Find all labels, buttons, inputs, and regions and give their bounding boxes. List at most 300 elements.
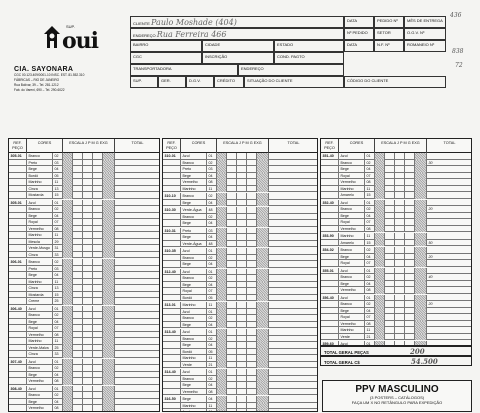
cell-cor: Marinho bbox=[181, 186, 207, 193]
nf-field[interactable]: N.F. Nº bbox=[374, 40, 404, 52]
cell-g[interactable] bbox=[247, 322, 257, 329]
table-row bbox=[321, 260, 471, 267]
cell-p[interactable] bbox=[227, 389, 237, 396]
cell-cod: 01 bbox=[53, 200, 63, 207]
cell-exg[interactable] bbox=[103, 412, 115, 413]
cell-total[interactable] bbox=[115, 378, 160, 385]
cell-cod: 08 bbox=[207, 389, 217, 396]
cell-m[interactable] bbox=[237, 220, 247, 227]
cell-p[interactable] bbox=[73, 192, 83, 199]
ogv-field[interactable]: O.G.V. Nº bbox=[404, 28, 446, 40]
cell-cor: Bege bbox=[181, 173, 207, 180]
cell-exg[interactable] bbox=[257, 241, 269, 248]
cell-cod: 11 bbox=[53, 179, 63, 186]
cell-cor: Branco bbox=[339, 301, 365, 308]
cell-cor: Azul bbox=[27, 359, 53, 366]
company-logo bbox=[42, 22, 102, 62]
cell-m[interactable] bbox=[237, 200, 247, 207]
cell-cor: Vermelho bbox=[339, 287, 365, 294]
cell-exg[interactable] bbox=[257, 220, 269, 227]
cell-p[interactable] bbox=[227, 261, 237, 268]
cell-j[interactable] bbox=[217, 295, 227, 302]
cell-cod: 01 bbox=[365, 341, 375, 346]
cell-total[interactable] bbox=[269, 362, 318, 369]
cell-cor: Azul bbox=[27, 386, 53, 393]
bairro-field[interactable]: BAIRRO bbox=[130, 40, 202, 52]
cell-cor: Azul bbox=[181, 269, 207, 276]
cell-g[interactable] bbox=[93, 192, 103, 199]
cell-m[interactable] bbox=[237, 295, 247, 302]
cell-ref bbox=[321, 287, 339, 294]
cell-cod: 03 bbox=[53, 160, 63, 167]
cell-ref bbox=[163, 261, 181, 268]
cell-total[interactable] bbox=[115, 298, 160, 305]
cell-cor: Azul bbox=[339, 153, 365, 160]
cell-cor: Royal bbox=[339, 260, 365, 267]
cell-cor: Branco bbox=[339, 247, 365, 254]
cell-ref: 310-31 bbox=[163, 228, 181, 235]
cell-p[interactable] bbox=[227, 295, 237, 302]
cell-cod: 02 bbox=[365, 247, 375, 254]
cell-cod: 04 bbox=[365, 281, 375, 288]
table-row bbox=[163, 322, 317, 329]
cell-cor: Bordô bbox=[181, 349, 207, 356]
cell-cod: 11 bbox=[207, 355, 217, 362]
cell-cor: Branco bbox=[27, 392, 53, 399]
cell-m[interactable] bbox=[395, 226, 405, 233]
cell-cod: 07 bbox=[365, 173, 375, 180]
cell-j[interactable] bbox=[375, 226, 385, 233]
cell-m[interactable] bbox=[83, 252, 93, 259]
sup-field[interactable]: SUP. bbox=[130, 76, 158, 88]
cell-cod: 01 bbox=[365, 200, 375, 207]
cell-g[interactable] bbox=[93, 351, 103, 358]
endereco2-field[interactable]: ENDEREÇO bbox=[238, 64, 344, 76]
cell-exg[interactable] bbox=[415, 226, 427, 233]
cell-p[interactable] bbox=[73, 412, 83, 413]
cell-cor: Royal bbox=[339, 173, 365, 180]
cell-cor: Branco bbox=[181, 193, 207, 200]
cell-total[interactable]: 50 bbox=[427, 240, 472, 247]
cell-exg[interactable] bbox=[257, 261, 269, 268]
cell-exg[interactable] bbox=[103, 252, 115, 259]
ger-field[interactable]: GER. bbox=[158, 76, 186, 88]
cell-g[interactable] bbox=[247, 295, 257, 302]
cell-cod: 02 bbox=[365, 160, 375, 167]
cell-cod: 04 bbox=[53, 166, 63, 173]
cell-cor: Branco bbox=[27, 153, 53, 160]
table-row bbox=[163, 362, 317, 369]
cell-total[interactable] bbox=[427, 260, 472, 267]
cell-total[interactable] bbox=[115, 252, 160, 259]
cell-ref: 312-40 bbox=[163, 269, 181, 276]
cell-exg[interactable] bbox=[257, 389, 269, 396]
cell-cod: 04 bbox=[207, 382, 217, 389]
cell-m[interactable] bbox=[237, 362, 247, 369]
cell-g[interactable] bbox=[247, 409, 257, 412]
cell-g[interactable] bbox=[405, 287, 415, 294]
cell-total[interactable] bbox=[115, 192, 160, 199]
cell-exg[interactable] bbox=[257, 362, 269, 369]
cell-cod: 04 bbox=[207, 200, 217, 207]
cell-j[interactable] bbox=[63, 298, 73, 305]
cell-ref: 305-01 bbox=[9, 153, 27, 160]
cell-cod: 25 bbox=[53, 345, 63, 352]
cell-exg[interactable] bbox=[103, 351, 115, 358]
cell-total[interactable] bbox=[269, 220, 318, 227]
cell-j[interactable] bbox=[217, 261, 227, 268]
cell-total[interactable] bbox=[115, 351, 160, 358]
cell-m[interactable] bbox=[395, 334, 405, 341]
total-pecas-value: 200 bbox=[410, 347, 425, 356]
transportadora-field[interactable]: TRANSPORTADORA bbox=[130, 64, 238, 76]
cell-ref bbox=[163, 295, 181, 302]
cell-ref: 353-90 bbox=[321, 233, 339, 240]
cell-cod: 08 bbox=[53, 378, 63, 385]
cell-j[interactable] bbox=[217, 322, 227, 329]
ppv-box[interactable] bbox=[322, 380, 472, 412]
cell-total[interactable] bbox=[269, 295, 318, 302]
cell-cod: 04 bbox=[207, 322, 217, 329]
cell-cor: Branco bbox=[181, 376, 207, 383]
table-row bbox=[163, 295, 317, 302]
cell-total[interactable]: 20 bbox=[427, 206, 472, 213]
cell-g[interactable] bbox=[405, 226, 415, 233]
cell-ref bbox=[9, 351, 27, 358]
cell-g[interactable] bbox=[247, 389, 257, 396]
cell-m[interactable] bbox=[237, 409, 247, 412]
company-line: FÁBRICAS – RIO DE JANEIRO bbox=[14, 78, 60, 82]
cell-cor: Vermelho bbox=[339, 321, 365, 328]
cell-total[interactable] bbox=[427, 287, 472, 294]
company-line: CGC 00.123.409/0001-10 INSC. EST. 81.552.310 bbox=[14, 73, 85, 77]
cell-exg[interactable] bbox=[257, 409, 269, 412]
cell-ref: 310-35 bbox=[163, 248, 181, 255]
cell-cor: Branco bbox=[27, 206, 53, 213]
cell-cor: Bege bbox=[339, 213, 365, 220]
cell-cor: Amarelo bbox=[339, 192, 365, 199]
cell-cor: Branco bbox=[181, 214, 207, 221]
cell-cod: 04 bbox=[207, 261, 217, 268]
cell-cod: 05 bbox=[207, 295, 217, 302]
cell-exg[interactable] bbox=[103, 298, 115, 305]
cell-cod: 05 bbox=[53, 173, 63, 180]
cell-cor: Bege bbox=[181, 220, 207, 227]
cell-g[interactable] bbox=[93, 298, 103, 305]
inscricao-field[interactable]: INSCRIÇÃO bbox=[202, 52, 274, 64]
cell-cor: Marinho bbox=[27, 279, 53, 286]
handwritten-note: 72 bbox=[455, 62, 463, 69]
cell-total[interactable] bbox=[269, 389, 318, 396]
cell-cod: 04 bbox=[365, 166, 375, 173]
cliente-field[interactable]: CLIENTE Paulo Moshade (404) bbox=[130, 16, 344, 28]
order-table-col3 bbox=[320, 138, 472, 346]
cell-cod: 11 bbox=[207, 403, 217, 410]
cell-ref bbox=[9, 298, 27, 305]
cell-ref bbox=[321, 240, 339, 247]
cell-p[interactable] bbox=[385, 260, 395, 267]
cell-p[interactable] bbox=[73, 351, 83, 358]
table-row bbox=[321, 192, 471, 199]
cell-j[interactable] bbox=[217, 241, 227, 248]
cell-cod: 02 bbox=[207, 193, 217, 200]
cell-cod: 07 bbox=[53, 219, 63, 226]
cell-p[interactable] bbox=[227, 409, 237, 412]
cell-m[interactable] bbox=[83, 412, 93, 413]
cell-j[interactable] bbox=[63, 252, 73, 259]
cell-j[interactable] bbox=[217, 389, 227, 396]
cell-cod: 04 bbox=[207, 173, 217, 180]
cell-cod: 02 bbox=[53, 259, 63, 266]
cell-j[interactable] bbox=[375, 287, 385, 294]
cell-exg[interactable] bbox=[257, 322, 269, 329]
cell-exg[interactable] bbox=[257, 186, 269, 193]
cell-exg[interactable] bbox=[103, 192, 115, 199]
cell-j[interactable] bbox=[375, 192, 385, 199]
cell-m[interactable] bbox=[237, 261, 247, 268]
cell-cor: Bege bbox=[181, 234, 207, 241]
cell-cor: Vermelho bbox=[181, 179, 207, 186]
column-header: REF. PEÇO bbox=[163, 139, 181, 153]
cell-g[interactable] bbox=[405, 334, 415, 341]
cell-cod: 04 bbox=[53, 272, 63, 279]
cell-j[interactable] bbox=[375, 240, 385, 247]
cell-j[interactable] bbox=[217, 186, 227, 193]
cell-p[interactable] bbox=[227, 200, 237, 207]
data-field[interactable]: DATA bbox=[344, 16, 374, 28]
cell-j[interactable] bbox=[63, 412, 73, 413]
header-grid bbox=[130, 16, 470, 136]
cell-cod: 03 bbox=[207, 228, 217, 235]
cell-g[interactable] bbox=[247, 241, 257, 248]
cell-total[interactable] bbox=[427, 334, 472, 341]
table-header bbox=[9, 139, 159, 153]
cell-p[interactable] bbox=[227, 362, 237, 369]
cell-cor: Marinho bbox=[181, 302, 207, 309]
cell-m[interactable] bbox=[237, 389, 247, 396]
cell-g[interactable] bbox=[405, 192, 415, 199]
cell-cor: Branco bbox=[27, 259, 53, 266]
cell-p[interactable] bbox=[385, 334, 395, 341]
cell-cod: 04 bbox=[207, 396, 217, 403]
cell-j[interactable] bbox=[217, 409, 227, 412]
cell-total[interactable] bbox=[269, 200, 318, 207]
cell-j[interactable] bbox=[63, 192, 73, 199]
cell-exg[interactable] bbox=[415, 240, 427, 247]
total-cs: TOTAL GERAL C$ 54.500 bbox=[320, 356, 472, 366]
cell-j[interactable] bbox=[63, 351, 73, 358]
cond-pagto-field[interactable]: COND. PAGTO bbox=[274, 52, 344, 64]
cell-g[interactable] bbox=[405, 240, 415, 247]
cell-p[interactable] bbox=[227, 241, 237, 248]
cell-m[interactable] bbox=[395, 260, 405, 267]
cell-g[interactable] bbox=[93, 378, 103, 385]
cell-p[interactable] bbox=[385, 240, 395, 247]
cell-j[interactable] bbox=[63, 378, 73, 385]
cell-total[interactable]: 40 bbox=[427, 274, 472, 281]
table-row bbox=[9, 252, 159, 259]
cell-cor: Bege bbox=[181, 261, 207, 268]
table-row bbox=[9, 192, 159, 199]
cell-exg[interactable] bbox=[415, 260, 427, 267]
cell-total[interactable] bbox=[269, 322, 318, 329]
table-header bbox=[321, 139, 471, 153]
pedido-field[interactable]: PEDIDO Nº bbox=[374, 16, 404, 28]
cell-cod: 01 bbox=[53, 359, 63, 366]
cidade-field[interactable]: CIDADE bbox=[202, 40, 274, 52]
credito-field[interactable]: CRÉDITO bbox=[214, 76, 244, 88]
cell-j[interactable] bbox=[375, 260, 385, 267]
cell-total[interactable] bbox=[115, 412, 160, 413]
cell-j[interactable] bbox=[217, 200, 227, 207]
cell-exg[interactable] bbox=[415, 192, 427, 199]
company-name: CIA. SAYONARA bbox=[14, 66, 74, 73]
cell-total[interactable] bbox=[427, 226, 472, 233]
cell-p[interactable] bbox=[73, 378, 83, 385]
cell-cor: Preto bbox=[181, 228, 207, 235]
cell-g[interactable] bbox=[405, 260, 415, 267]
cell-exg[interactable] bbox=[415, 287, 427, 294]
cell-cor: Verde bbox=[339, 334, 365, 341]
cell-g[interactable] bbox=[93, 412, 103, 413]
cell-m[interactable] bbox=[83, 192, 93, 199]
cell-ref: 310-30 bbox=[163, 207, 181, 214]
cell-g[interactable] bbox=[247, 200, 257, 207]
cell-cor: Bege bbox=[339, 166, 365, 173]
cell-cod: 02 bbox=[207, 376, 217, 383]
cell-g[interactable] bbox=[247, 220, 257, 227]
situacao-field[interactable]: SITUAÇÃO DO CLIENTE bbox=[244, 76, 344, 88]
cell-ref bbox=[163, 409, 181, 412]
cell-p[interactable] bbox=[73, 298, 83, 305]
cell-cor: Verde-Água bbox=[181, 241, 207, 248]
data2-field[interactable]: DATA bbox=[344, 40, 374, 52]
table-row bbox=[163, 261, 317, 268]
cell-p[interactable] bbox=[385, 226, 395, 233]
cell-exg[interactable] bbox=[415, 334, 427, 341]
cell-m[interactable] bbox=[237, 241, 247, 248]
cell-m[interactable] bbox=[237, 186, 247, 193]
cell-j[interactable] bbox=[375, 334, 385, 341]
cell-ref bbox=[163, 220, 181, 227]
cell-cod: 08 bbox=[365, 287, 375, 294]
cell-g[interactable] bbox=[247, 261, 257, 268]
cell-m[interactable] bbox=[395, 192, 405, 199]
cell-p[interactable] bbox=[385, 192, 395, 199]
column-header: CORES bbox=[339, 139, 375, 153]
cell-cod: 04 bbox=[53, 399, 63, 406]
cell-cor: Amarelo bbox=[339, 240, 365, 247]
cell-total[interactable]: 20 bbox=[427, 254, 472, 261]
cell-cod: 02 bbox=[53, 312, 63, 319]
cell-exg[interactable] bbox=[103, 378, 115, 385]
estado-field[interactable]: ESTADO bbox=[274, 40, 344, 52]
cell-cod: 02 bbox=[207, 275, 217, 282]
cell-exg[interactable] bbox=[257, 295, 269, 302]
cell-cod: 11 bbox=[365, 233, 375, 240]
cell-total[interactable] bbox=[269, 261, 318, 268]
cell-cod: 11 bbox=[365, 186, 375, 193]
cell-cod: 02 bbox=[207, 214, 217, 221]
cell-m[interactable] bbox=[395, 240, 405, 247]
cell-cor: Branco bbox=[181, 275, 207, 282]
cell-cod: 01 bbox=[207, 309, 217, 316]
cell-cod: 02 bbox=[53, 153, 63, 160]
cell-cor: Branco bbox=[181, 255, 207, 262]
mes-entrega-field[interactable]: MÊS DE ENTREGA bbox=[404, 16, 446, 28]
endereco-field[interactable]: ENDEREÇO Rua Ferreira 466 bbox=[130, 28, 344, 40]
cell-total[interactable]: 30 bbox=[427, 160, 472, 167]
cell-cor: Bordô bbox=[27, 173, 53, 180]
cell-p[interactable] bbox=[227, 322, 237, 329]
setor-field[interactable]: SETOR bbox=[374, 28, 404, 40]
cell-p[interactable] bbox=[385, 287, 395, 294]
cell-cod: 08 bbox=[365, 226, 375, 233]
cell-m[interactable] bbox=[83, 351, 93, 358]
cell-cod: 02 bbox=[207, 160, 217, 167]
cell-cod: 02 bbox=[53, 365, 63, 372]
cell-cor: Azul bbox=[339, 295, 365, 302]
cell-p[interactable] bbox=[73, 252, 83, 259]
cell-cod: 11 bbox=[53, 232, 63, 239]
cell-j[interactable] bbox=[217, 220, 227, 227]
cell-g[interactable] bbox=[247, 186, 257, 193]
cell-total[interactable] bbox=[269, 186, 318, 193]
cell-cor: Vermelho bbox=[27, 332, 53, 339]
cell-p[interactable] bbox=[227, 220, 237, 227]
cell-total[interactable] bbox=[269, 241, 318, 248]
table-row bbox=[163, 241, 317, 248]
dgv-field[interactable]: D.G.V. bbox=[186, 76, 214, 88]
cell-cor: Bege bbox=[27, 319, 53, 326]
cell-cod: 04 bbox=[365, 213, 375, 220]
cell-m[interactable] bbox=[83, 298, 93, 305]
cell-cod: 08 bbox=[53, 226, 63, 233]
cell-m[interactable] bbox=[395, 287, 405, 294]
cell-total[interactable]: 20 bbox=[427, 301, 472, 308]
cell-cod: 04 bbox=[207, 342, 217, 349]
cell-exg[interactable] bbox=[257, 200, 269, 207]
cell-j[interactable] bbox=[217, 362, 227, 369]
cell-cod: 15 bbox=[365, 192, 375, 199]
cell-cor: Bege bbox=[27, 213, 53, 220]
cell-m[interactable] bbox=[83, 378, 93, 385]
cgc-field[interactable]: CGC bbox=[130, 52, 202, 64]
cell-p[interactable] bbox=[227, 186, 237, 193]
cell-cor: Marinho bbox=[339, 327, 365, 334]
ppv-line: FAÇA UM X NO RETÂNGULO PARA EXPEDIÇÃO bbox=[351, 400, 443, 405]
cell-cod: 07 bbox=[53, 325, 63, 332]
cell-total[interactable] bbox=[269, 409, 318, 412]
n-pedido-field[interactable]: Nº PEDIDO bbox=[344, 28, 374, 40]
cell-g[interactable] bbox=[93, 252, 103, 259]
codigo-field[interactable]: CÓDIGO DO CLIENTE bbox=[344, 76, 446, 88]
cell-cod: 07 bbox=[365, 314, 375, 321]
cell-cor: Vermelho bbox=[27, 378, 53, 385]
romaneio-field[interactable]: ROMANEIO Nº bbox=[404, 40, 446, 52]
cell-cor: Bege bbox=[181, 342, 207, 349]
cell-g[interactable] bbox=[247, 362, 257, 369]
cell-cod: 15 bbox=[365, 240, 375, 247]
cell-total[interactable] bbox=[427, 192, 472, 199]
cell-ref: 308-40 bbox=[9, 386, 27, 393]
cell-cod: 04 bbox=[365, 308, 375, 315]
cell-cor: Marinho bbox=[181, 355, 207, 362]
cell-cor: Vermelho bbox=[181, 389, 207, 396]
cell-cod: 01 bbox=[207, 409, 217, 412]
cell-m[interactable] bbox=[237, 322, 247, 329]
cell-cod: 08 bbox=[53, 405, 63, 412]
